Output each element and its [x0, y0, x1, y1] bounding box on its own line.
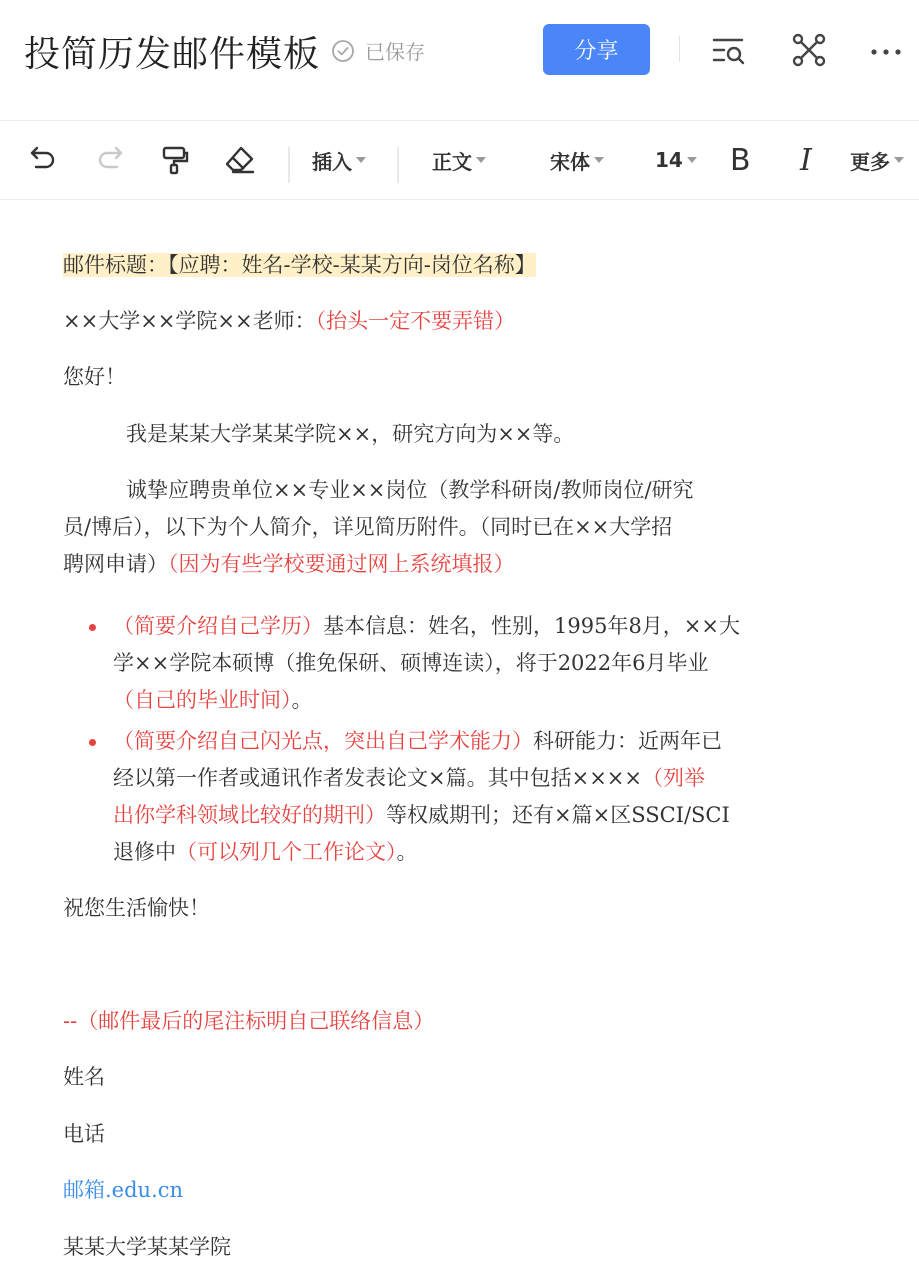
paragraph-style-dropdown[interactable] [432, 121, 486, 199]
bold-icon: B [730, 142, 751, 178]
bullet-2-text-3: 等权威期刊；还有×篇×区SSCI/SCI [386, 803, 730, 827]
apply-paragraph-text: 聘网申请） [63, 552, 168, 576]
salutation-line [63, 303, 515, 339]
format-toolbar [0, 121, 919, 200]
font-size-dropdown[interactable] [655, 121, 697, 199]
undo-icon [28, 145, 58, 175]
clear-format-button[interactable] [223, 121, 257, 199]
bullet-2-line-3 [113, 797, 730, 833]
apply-paragraph-line-3 [63, 546, 515, 582]
bullet-1-line-1 [113, 608, 740, 644]
bullet-2-line-4 [113, 834, 418, 870]
insert-label: 插入 [312, 149, 352, 174]
apply-paragraph-note: （因为有些学校要通过网上系统填报） [168, 552, 515, 576]
save-status [331, 36, 425, 65]
bullet-2-note-3: 出你学科领域比较好的期刊） [113, 803, 386, 827]
more-label: 更多 [850, 149, 890, 174]
bullet-1-line-2: 学××学院本硕博（推免保研、硕博连读），将于2022年6月毕业 [113, 651, 709, 675]
bullet-2-note-2: （列举 [641, 766, 705, 790]
bullet-dot [89, 739, 96, 746]
bullet-2-line-1 [113, 723, 722, 759]
bullet-1-end: 。 [291, 688, 313, 712]
clear-format-icon [223, 145, 257, 175]
chevron-down-icon [594, 157, 604, 163]
check-circle-icon [331, 39, 355, 63]
chevron-down-icon [356, 157, 366, 163]
signature-dash: -- [63, 1009, 78, 1033]
bold-button[interactable] [730, 121, 751, 199]
bullet-1-text: 基本信息：姓名，性别，1995年8月，××大 [323, 614, 740, 638]
italic-button[interactable] [800, 121, 812, 199]
bullet-2-text: 科研能力：近两年已 [533, 729, 722, 753]
format-painter-icon [160, 145, 190, 175]
salutation-note: （抬头一定不要弄错） [315, 309, 516, 333]
insert-dropdown[interactable] [312, 121, 366, 199]
redo-button[interactable] [95, 121, 125, 199]
italic-icon: I [800, 142, 812, 178]
signature-school: 某某大学某某学院 [63, 1235, 231, 1259]
toolbar-divider [288, 147, 290, 183]
outline-search-icon[interactable] [712, 32, 748, 68]
bullet-2-text-2: 经以第一作者或通讯作者发表论文×篇。其中包括×××× [113, 766, 642, 790]
salutation: ××大学××学院××老师： [63, 309, 316, 333]
subject-line [63, 247, 536, 283]
header-divider [679, 36, 680, 62]
bullet-1-note-2: （自己的毕业时间） [113, 688, 292, 712]
bullet-2-line-2 [113, 760, 705, 796]
bullet-dot [89, 624, 96, 631]
bullet-2-note: （简要介绍自己闪光点，突出自己学术能力） [113, 729, 533, 753]
apply-paragraph-line-2: 员/博后），以下为个人简介，详见简历附件。（同时已在××大学招 [63, 515, 673, 539]
signature-note: （邮件最后的尾注标明自己联络信息） [77, 1009, 435, 1033]
bullet-1-note: （简要介绍自己学历） [113, 614, 323, 638]
closing-line: 祝您生活愉快！ [63, 896, 210, 920]
font-label: 宋体 [550, 149, 590, 174]
more-icon[interactable] [868, 32, 904, 68]
greeting-line: 您好！ [63, 365, 126, 389]
chevron-down-icon [476, 157, 486, 163]
doc-header [0, 0, 919, 121]
chevron-down-icon [687, 157, 697, 163]
signature-note-line [63, 1003, 434, 1039]
share-button[interactable]: 分享 [543, 24, 650, 75]
bullet-2-text-4: 退修中 [113, 840, 176, 864]
subject-highlight: 邮件标题：【应聘：姓名-学校-某某方向-岗位名称】 [63, 253, 536, 277]
format-painter-button[interactable] [160, 121, 190, 199]
size-label: 14 [655, 148, 683, 172]
bullet-2-note-4: （可以列几个工作论文） [176, 840, 397, 864]
apply-paragraph-line-1: 诚挚应聘贵单位××专业××岗位（教学科研岗/教师岗位/研究 [126, 478, 694, 502]
undo-button[interactable] [28, 121, 58, 199]
signature-email-link[interactable]: 邮箱.edu.cn [63, 1178, 184, 1202]
font-family-dropdown[interactable] [550, 121, 604, 199]
bullet-1-line-3 [113, 682, 313, 718]
save-status-label: 已保存 [365, 40, 425, 64]
signature-name: 姓名 [63, 1065, 105, 1089]
bullet-2-end: 。 [396, 840, 418, 864]
signature-phone: 电话 [63, 1122, 105, 1146]
doc-title[interactable]: 投简历发邮件模板 [24, 34, 321, 75]
chevron-down-icon [894, 157, 904, 163]
redo-icon [95, 145, 125, 175]
mindmap-icon[interactable] [791, 32, 827, 68]
toolbar-divider [397, 147, 399, 183]
style-label: 正文 [432, 149, 472, 174]
intro-paragraph: 我是某某大学某某学院××，研究方向为××等。 [126, 422, 575, 446]
more-dropdown[interactable] [850, 121, 904, 199]
